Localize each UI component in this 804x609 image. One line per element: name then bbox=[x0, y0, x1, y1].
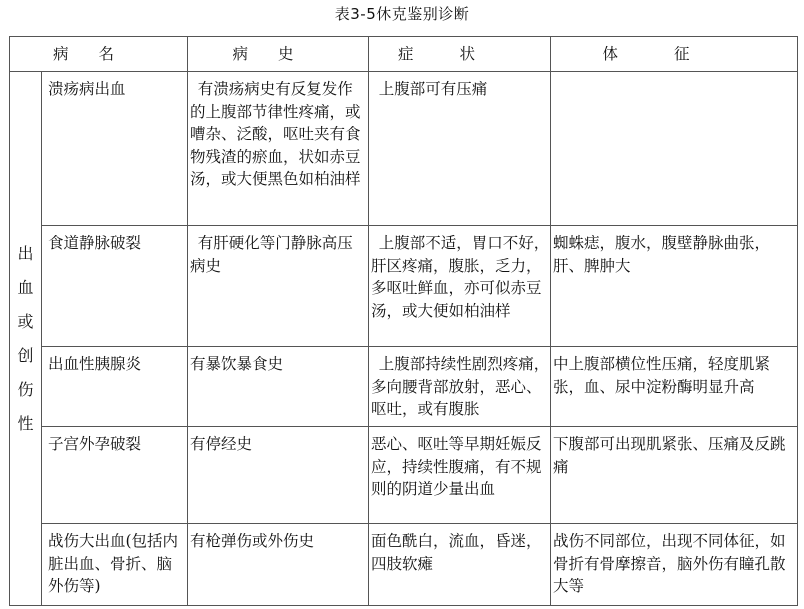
signs-cell: 蜘蛛痣，腹水，腹壁静脉曲张，肝、脾肿大 bbox=[551, 226, 798, 347]
table-caption: 表3-5休克鉴别诊断 bbox=[334, 5, 470, 23]
table-row bbox=[10, 72, 798, 226]
history-cell: 有停经史 bbox=[188, 427, 369, 524]
group-label: 出血或创伤性 bbox=[17, 243, 34, 433]
table-row bbox=[10, 226, 798, 347]
disease-name: 战伤大出血(包括内脏出血、骨折、脑外伤等) bbox=[42, 524, 188, 606]
header-history: 病史 bbox=[188, 37, 369, 72]
disease-name: 子宫外孕破裂 bbox=[42, 427, 188, 524]
signs-cell bbox=[551, 72, 798, 226]
header-name: 病名 bbox=[10, 37, 188, 72]
symptoms-cell: 恶心、呕吐等早期妊娠反应，持续性腹痛，有不规则的阴道少量出血 bbox=[369, 427, 551, 524]
header-symptoms: 症状 bbox=[369, 37, 551, 72]
symptoms-cell: 上腹部持续性剧烈疼痛，多向腰背部放射，恶心、呕吐，或有腹胀 bbox=[369, 347, 551, 427]
symptoms-cell: 上腹部可有压痛 bbox=[369, 72, 551, 226]
header-row bbox=[10, 37, 798, 72]
signs-cell: 战伤不同部位，出现不同体征，如骨折有骨摩擦音，脑外伤有瞳孔散大等 bbox=[551, 524, 798, 606]
disease-name: 溃疡病出血 bbox=[42, 72, 188, 226]
symptoms-cell: 上腹部不适，胃口不好，肝区疼痛，腹胀，乏力，多呕吐鲜血，亦可似赤豆汤，或大便如柏油样 bbox=[369, 226, 551, 347]
history-cell: 有溃疡病史有反复发作的上腹部节律性疼痛，或嘈杂、泛酸，呕吐夹有食物残渣的瘀血，状如赤豆汤，或大便黑色如柏油样 bbox=[188, 72, 369, 226]
disease-name: 食道静脉破裂 bbox=[42, 226, 188, 347]
symptoms-cell: 面色酰白，流血，昏迷，四肢软瘫 bbox=[369, 524, 551, 606]
signs-cell: 下腹部可出现肌紧张、压痛及反跳痛 bbox=[551, 427, 798, 524]
table-row bbox=[10, 427, 798, 524]
history-cell: 有暴饮暴食史 bbox=[188, 347, 369, 427]
differential-diagnosis-table bbox=[9, 36, 798, 606]
group-label-cell bbox=[10, 72, 42, 606]
signs-cell: 中上腹部横位性压痛，轻度肌紧张，血、尿中淀粉酶明显升高 bbox=[551, 347, 798, 427]
header-signs: 体征 bbox=[551, 37, 798, 72]
history-cell: 有枪弹伤或外伤史 bbox=[188, 524, 369, 606]
table-row bbox=[10, 347, 798, 427]
table-row bbox=[10, 524, 798, 606]
history-cell: 有肝硬化等门静脉高压病史 bbox=[188, 226, 369, 347]
disease-name: 出血性胰腺炎 bbox=[42, 347, 188, 427]
